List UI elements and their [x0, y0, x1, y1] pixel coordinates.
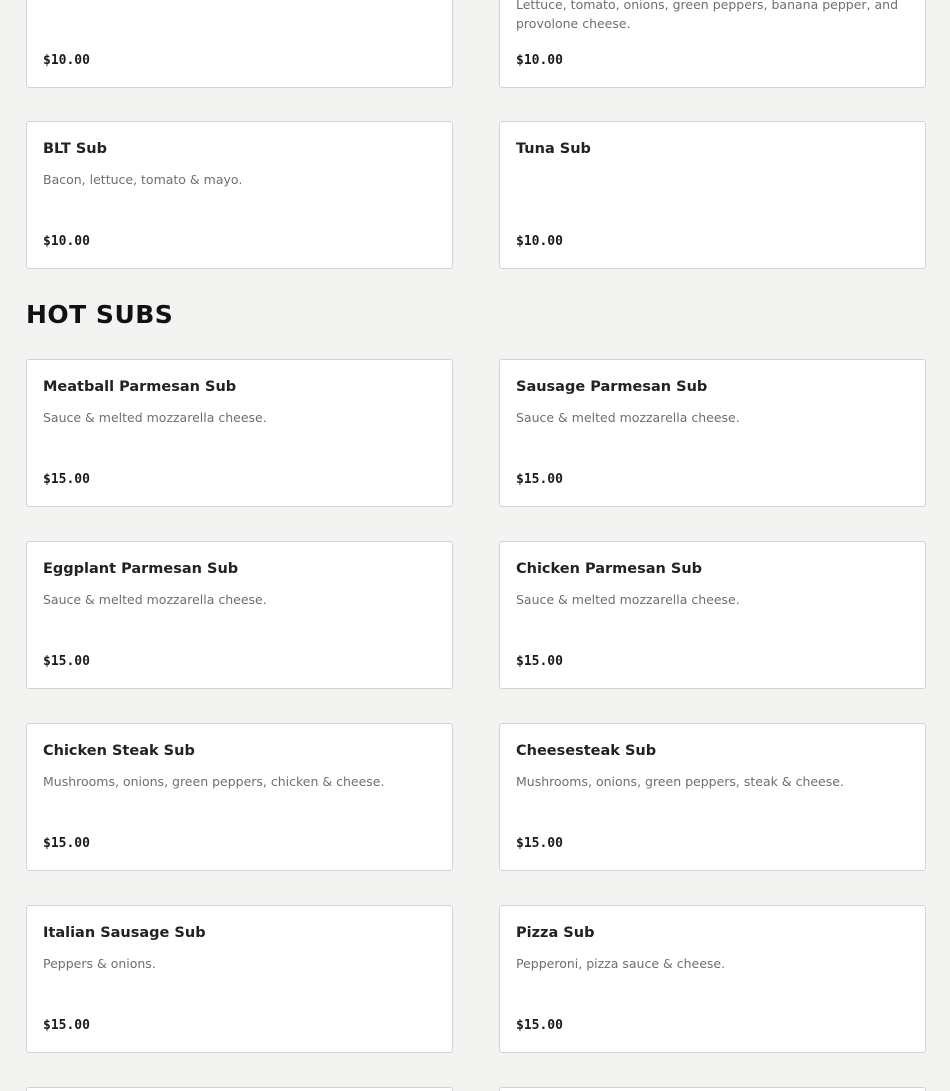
item-name: Pizza Sub: [516, 925, 595, 941]
menu-item-card[interactable]: [26, 905, 453, 1053]
item-description: Peppers & onions.: [43, 956, 156, 971]
item-description: [43, 0, 438, 2]
menu-item-card[interactable]: [499, 541, 926, 689]
item-description: Pepperoni, pizza sauce & cheese.: [516, 956, 726, 971]
item-name: Sausage Parmesan Sub: [516, 379, 708, 395]
item-description: Bacon, lettuce, tomato & mayo.: [43, 172, 243, 187]
section-title: HOT SUBS: [26, 300, 174, 329]
item-name: Meatball Parmesan Sub: [43, 379, 237, 395]
menu-item-card[interactable]: [26, 1087, 453, 1091]
item-name: Italian Sausage Sub: [43, 925, 206, 941]
item-name: Chicken Parmesan Sub: [516, 561, 703, 577]
item-price: $15.00: [43, 472, 90, 487]
item-price: $15.00: [43, 654, 90, 669]
item-description: Sauce & melted mozzarella cheese.: [516, 592, 740, 607]
item-name: BLT Sub: [43, 141, 107, 157]
item-price: $10.00: [516, 53, 563, 68]
menu-item-card[interactable]: [26, 359, 453, 507]
item-price: $15.00: [516, 1018, 563, 1033]
item-description: Lettuce, tomato, onions, green peppers, banana pepper, and provolone cheese.: [516, 0, 899, 31]
item-price: $15.00: [516, 654, 563, 669]
item-price: $10.00: [516, 234, 563, 249]
item-price: $15.00: [43, 1018, 90, 1033]
menu-item-card[interactable]: [26, 541, 453, 689]
menu-item-card[interactable]: [499, 1087, 926, 1091]
item-price: $15.00: [43, 836, 90, 851]
menu-item-card[interactable]: [499, 905, 926, 1053]
item-price: $10.00: [43, 234, 90, 249]
item-name: Chicken Steak Sub: [43, 743, 195, 759]
item-description: Sauce & melted mozzarella cheese.: [43, 410, 267, 425]
item-description: Sauce & melted mozzarella cheese.: [516, 410, 740, 425]
item-price: $15.00: [516, 836, 563, 851]
item-price: $10.00: [43, 53, 90, 68]
menu-item-card[interactable]: [26, 121, 453, 269]
menu-item-card[interactable]: [499, 359, 926, 507]
menu-item-card[interactable]: [499, 723, 926, 871]
item-description: Mushrooms, onions, green peppers, steak & cheese.: [516, 774, 844, 789]
item-description: Mushrooms, onions, green peppers, chicken & cheese.: [43, 774, 385, 789]
menu-item-card[interactable]: [499, 0, 926, 88]
item-name: Cheesesteak Sub: [516, 743, 657, 759]
menu-item-card[interactable]: [499, 121, 926, 269]
item-price: $15.00: [516, 472, 563, 487]
item-name: Tuna Sub: [516, 141, 591, 157]
item-description: Sauce & melted mozzarella cheese.: [43, 592, 267, 607]
menu-item-card[interactable]: [26, 723, 453, 871]
menu-item-card[interactable]: [26, 0, 453, 88]
item-name: Eggplant Parmesan Sub: [43, 561, 239, 577]
